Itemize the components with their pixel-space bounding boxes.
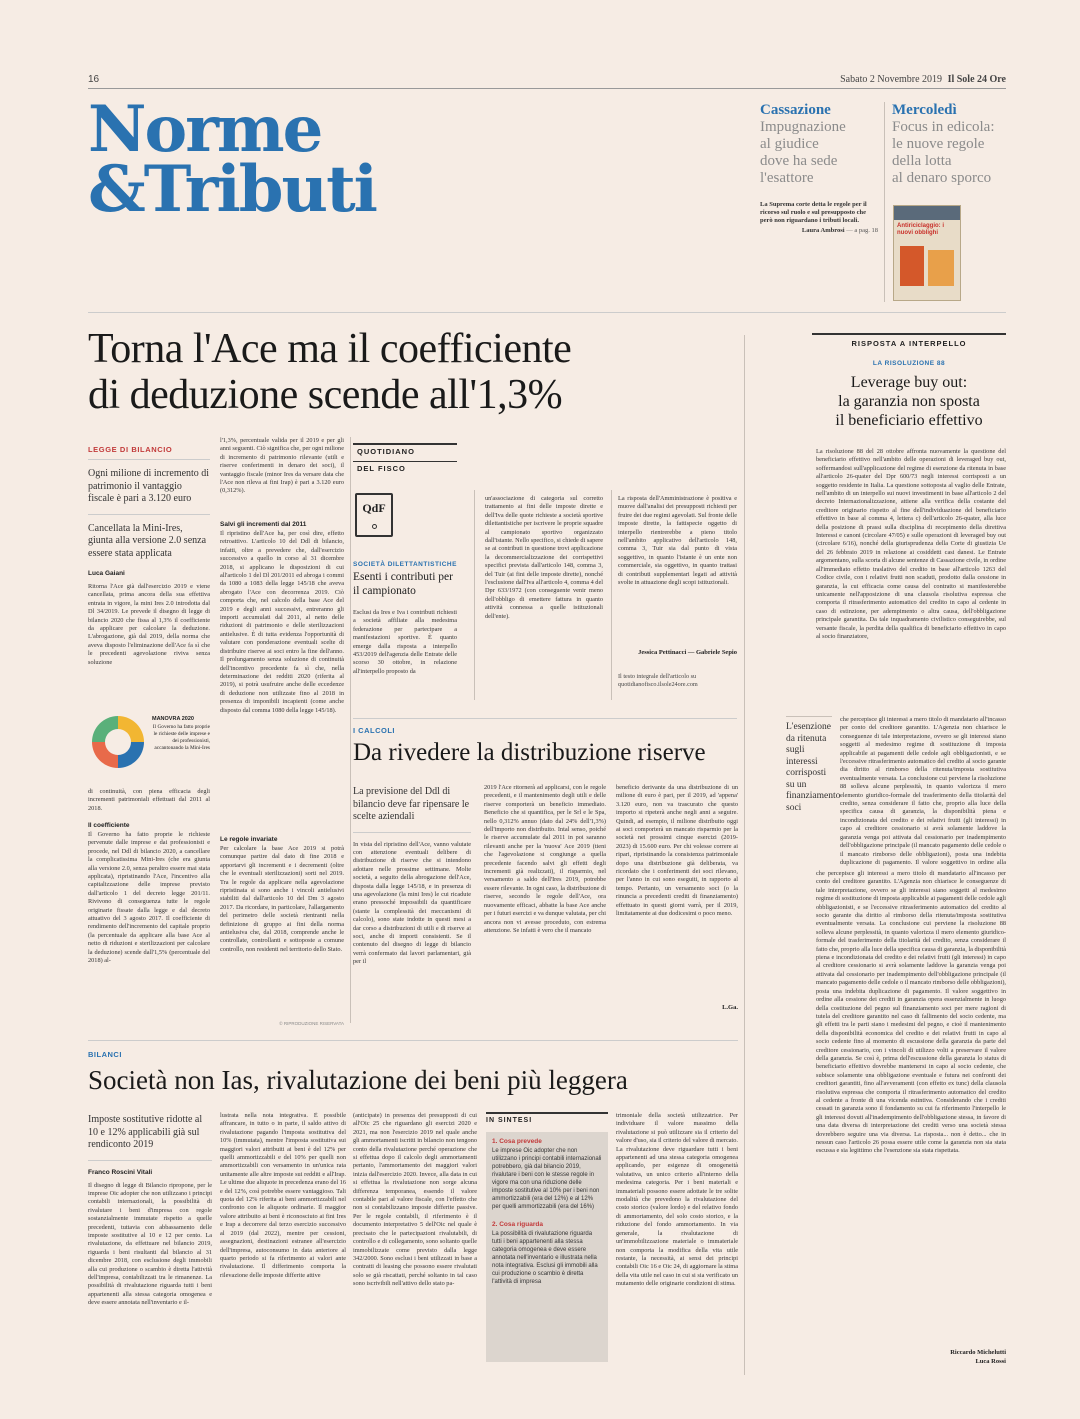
lead-body-1: Ritorna l'Ace già dall'esercizio 2019 e viene cancellata, prima ancora della sua effettiva entrata in vigore, la mini Ires 2.0 introdotta dal Dl 34/2019. Le prevede il disegno di legge di bilancio 2020 che fissa al 1,3% il coefficiente da applicare per calcolare la deduzione. L'abrogazione, già dal 2019, della norma che aveva disposto l'eliminazione dell'Ace fa sì che le precedenti agevolazione riviva senza soluzione	[88, 583, 210, 666]
header-rule	[88, 88, 1006, 89]
qdf-tab-2: DEL FISCO	[353, 461, 457, 474]
promo-mercoledi-sub4: al denaro sporco	[892, 170, 992, 186]
sidebar-header	[812, 360, 1006, 430]
promo-cassazione-author: Laura Ambrosi	[801, 227, 845, 234]
qdf-body-3: La risposta dell'Amministrazione è positiva e muove dall'analisi dei presupposti richiesti per fruire dei due regimi agevolati. Sul fronte delle imposte dirette, la fattispecie oggetto di interpello rientrerebbe a pieno titolo nell'ambito applicativo dell'articolo 148, comma 3, Tuir sia dal punto di vista soggettivo, in quanto l'istante è un ente non commerciale, sia oggettivo, in quanto trattasi di contributi supplementari legati ad attività svolte in attuazione degli scopi istituzionali.	[618, 495, 737, 587]
lead-column-1	[88, 445, 210, 671]
bilanci-summary-2-text: La possibilità di rivalutazione riguarda tutti i beni appartenenti alla stessa categoria omogenea e deve essere annotata nell'inventario e illustrata nella nota integrativa. Esclusi gli immobili alla cui produzione o scambio è diretta l'attività di impresa	[492, 1231, 598, 1285]
top-section-rule	[88, 312, 1006, 313]
qdf-title: Esenti i contributi per il campionato	[353, 571, 453, 597]
bilanci-column-1	[88, 1114, 212, 1368]
header-date: Sabato 2 Novembre 2019	[840, 74, 943, 85]
promo-mercoledi-title: Mercoledì	[892, 102, 957, 118]
promo-divider	[884, 102, 885, 302]
lead-divider	[350, 437, 351, 1023]
promo-cassazione-sub4: l'esattore	[760, 170, 814, 186]
page-number: 16	[88, 74, 100, 85]
calcoli-author: L.Ga.	[722, 1004, 738, 1011]
section-title-line1: Norme	[88, 92, 322, 167]
qdf-tab-1: QUOTIDIANO	[353, 443, 457, 456]
lead-body-6: Per calcolare la base Ace 2019 si potrà comunque partire dal dato di fine 2018 e apportarvi gli incrementi e i decrementi (oltre che le eventuali sterilizzazioni) sorti nel 2019. Tra le regole da applicare nella agevolazione ripristinata si sono anche i vincoli antielusivi stabiliti dal dall'articolo 10 del Dm 3 agosto 2017. Da ricordare, in particolare, l'allargamento del perimetro delle società rientranti nella definizione di gruppo ai fini della norma antielusiva che, dal 2018, comprende anche le controllate, controllanti e sottoposte a comune controllo, non residenti nel territorio dello Stato.	[220, 845, 344, 953]
lead-deck-2: Cancellata la Mini-Ires, giunta alla versione 2.0 senza essere stata applicata	[88, 522, 207, 559]
sidebar-body-1: La risoluzione 88 del 28 ottobre affronta nuovamente la questione del beneficiario effettivo nell'ambito delle operazioni di leveraged buy out, soffermandosi sull'applicazione del regime di esenzione da ritenuta in base all'articolo 26-quater del Dpr 600/73 negli interessi corrisposti a un soggetto residente in Italia. La questione sottoposta al vaglio delle Entrate, nell'ambito di un interpello sui nuovi investimenti in base all'articolo 2 del decreto Internazionalizzazione, attiene alla verifica della costante del creditore originario rispetto al fine dell'individuazione del beneficiario effettivo in base al comma 4, lettera c) dell'articolo 26-quater, alla luce della posizione di prassi sulla disciplina di recepimento della direttiva Interessi e canoni (circolare 47/05) e sulle operazioni di leveraged buy out (circolare 6/16), nonché della giurisprudenza della Corte di giustizia Ue del 26 febbraio 2019 in relazione ai cosiddetti casi danesi. Le Entrate argomentano, sulla scorta di alcune sentenze di Cassazione civile, in ordine all'immediato effetto traslativo del credito in base all'articolo 1263 del Codice civile, con i relativi frutti non scaduti, prodotto dalla cessione in garanzia, la cui efficacia come causa del contratto si manifesterebbe unicamente nell'apposizione di una clausola risolutiva espressa che comporta il ritrasferimento automatico del credito in capo al cedente in caso di estinzione, per adempimento o altra causa, dell'obbligazione principale garantita. Da tale inquadramento civilistico conseguirebbe, sul versante fiscale, la perdita della qualifica di beneficiario effettivo in capo al socio finanziatore,	[816, 448, 1006, 640]
bilanci-rule	[88, 1040, 738, 1041]
promo-cassazione[interactable]: Cassazione Impugnazione al giudice dove ha sede l'esattore La Suprema corte detta le regole per il ricorso sul ruolo e sul presupposto che però non riguardano i tributi locali. Laura Ambrosi — a pag. 18	[760, 102, 878, 234]
calcoli-deck: La previsione del Ddl di bilancio deve far ripensare le scelte aziendali	[353, 786, 470, 822]
bilanci-summary-2-title: 2. Cosa riguarda	[492, 1221, 543, 1228]
lead-body-5: Il ripristino dell'Ace ha, per così dire, effetto retroattivo. L'articolo 10 del Ddl di bilancio, infatti, oltre a prevedere che, dall'esercizio successivo a quello in corso al 31 dicembre 2018, si applicano le disposizioni di cui all'articolo 1 del Dl 201/2011 ed abroga i commi da 1080 a 1083 della legge 145/18 che aveva abrogato l'Ace con decorrenza 2019. Ciò comporta che, nel calcolo della base Ace del 2019 e degli anni successivi, entreranno gli importi accumulati dal 2011, al netto delle riduzioni di patrimonio e delle sterilizzazioni antielusive. È di tutta evidenza l'opportunità di valutare con ponderazione eventuali scelte di distribuire riserve ai soci entro la fine dell'anno. Il prolungamento senza soluzione di continuità dell'incentivo precedente fa sì che, nella determinazione dei redditi 2020 (riferita al 2019), si potrà usufruire anche delle eccedenze di deduzione non utilizzate fino al 2018 in presenza di imponibili incapienti (come anche disposto dal comma 1080 della legge 145/18).	[220, 530, 344, 714]
qdf-divider-2	[611, 490, 612, 700]
qdf-body-1: Esclusi da Ires e Iva i contributi richiesti a società affiliate alla medesima federazione per partecipare a manifestazioni sportive. È quanto emerge dalla risposta a interpello 453/2019 dell'agenzia delle Entrate delle scorso 30 ottobre, in relazione all'interpello proposto da	[353, 609, 457, 675]
lead-headline-line2: di deduzione scende all'1,3%	[88, 372, 563, 418]
qdf-logo-text: QdF	[362, 501, 386, 515]
bilanci-body-2: lustrata nella nota integrativa. È possibile affrancare, in tutto o in parte, il saldo attivo di rivalutazione pagando l'imposta sostitutiva del 10% (immutata), mentre l'imposta sostitutiva sui maggiori valori attribuiti ai beni è del 12% per quelli ammortizzabili e del 10% per quelli non ammortizzabili con versamento in un'unica rata unitamente alle altre imposte sui redditi e all'Irap. Le ultime due aliquote in precedenza erano del 16 e del 12%, così potrebbe essere vantaggioso. Tali quota del 12% riferita ai beni ammortizzabili nel confronto con le aliquote ordinarie. Il maggior valore attribuito ai beni è riconosciuto ai fini Ires e Irap a decorrere dal terzo esercizio successivo al 2019 (dal 2022), mentre per cessioni, assegnazioni, destinazioni estranee all'esercizio dell'impresa, autoconsumo in data anteriore al quarto periodo si fa riferimento ai valori ante rivalutazione. Il differimento comporta la rilevazione delle imposte differite attive	[220, 1112, 346, 1279]
bilanci-kicker: BILANCI	[88, 1050, 122, 1059]
calcoli-body-3: beneficio derivante da una distribuzione di un milione di euro è pari, per il 2019, ad 'appena' 3.120 euro, non va trascurato che questo importo si ripeterà anche negli anni a seguire. Quindi, ad esempio, il milione distribuito oggi ai soci comporterà un mancato risparmio per la società nei prossimi cinque esercizi (2019-2023) di 15.600 euro. Per chi volesse correre ai ripari, ripristinando la consistenza patrimoniale dopo una distribuzione già deliberata, va ricordato che i conferimenti dei soci rilevano, per l'anno in cui sono eseguiti, in rapporto al tempo. Pertanto, un versamento soci (o la rinuncia a precedenti crediti di finanziamento) effettuato in questi giorni varrà, per il 2019, limitatamente ai due dodicesimi o poco meno.	[616, 784, 738, 918]
lead-body-2: di continuità, con piena efficacia degli incrementi patrimoniali effettuati dal 2011 al 2018.	[88, 788, 210, 812]
section-title-line2: &Tributi	[88, 152, 376, 227]
header-dateline	[840, 74, 1006, 85]
qdf-authors: Jessica Pettinacci — Gabriele Sepio	[638, 649, 737, 656]
lead-column-2	[220, 437, 344, 1026]
promo-cover-text: Antiriciclaggio: i nuovi obblighi	[897, 223, 945, 236]
promo-cassazione-sub3: dove ha sede	[760, 153, 838, 169]
calcoli-column-1	[353, 786, 471, 1031]
promo-mercoledi[interactable]	[892, 102, 1012, 187]
promo-cassazione-title: Cassazione	[760, 102, 831, 118]
sidebar-title-line2: la garanzia non sposta	[838, 393, 980, 410]
sidebar-kicker: LA RISOLUZIONE 88	[872, 360, 946, 367]
lead-headline	[88, 326, 571, 418]
promo-mercoledi-sub2: le nuove regole	[892, 136, 985, 152]
promo-cassazione-ref: a pag. 18	[854, 227, 878, 234]
bilanci-summary-1-text: Le imprese Oic adopter che non utilizzano i principi contabili internazionali potrebbero, già dal bilancio 2019, rivalutare i beni con le stesse regole in vigore ma con una riduzione delle imposte sostitutive al 10% per i beni non ammortizzabili (era del 12%) e al 12% per quelli ammortizzabili (era del 16%)	[492, 1148, 602, 1210]
promo-cassazione-summary: La Suprema corte detta le regole per il ricorso sul ruolo e sul presupposto che però non riguardano i tributi locali.	[760, 201, 867, 224]
manovra-text: Il Governo ha fatto proprie le richieste delle imprese e dei professionisti, accantonando la Mini-Ires	[152, 724, 210, 751]
bilanci-body-1: Il disegno di legge di Bilancio ripropone, per le imprese Oic adopter che non utilizzano i principi contabili internazionali, la possibilità di rivalutare i beni d'impresa con regole sostanzialmente immutate rispetto a quelle precedenti, tuttavia con abbassamento delle imposte sostitutive al 10 e 12 per cento. La rivalutazione, da effettuare nel bilancio 2019, riguarda i beni risultanti dal bilancio al 31 dicembre 2018, con esclusione degli immobili alla cui produzione o scambio è diretta l'attività dell'impresa, contabilizzati tra le rimanenze. La possibilità di rivalutazione riguarda tutti i beni appartenenti alla stessa categoria omogenea e deve essere annotata nell'inventario e il-	[88, 1181, 212, 1307]
promo-cassazione-sub1: Impugnazione	[760, 119, 846, 135]
header-newspaper: Il Sole 24 Ore	[947, 74, 1006, 85]
lead-body-4: l'1,3%, percentuale valida per il 2019 e per gli anni seguenti. Ciò significa che, per ogni milione di incremento di patrimonio rilevante (utili e riserve conferimenti in denaro dei soci), il vantaggio fiscale (minor Ires da versare data che l'Ace non rileva ai fini Irap) è pari a 3.120 euro (0,312%).	[220, 437, 344, 495]
lead-author: Luca Gaiani	[88, 570, 125, 577]
sidebar-title-line1: Leverage buy out:	[850, 374, 968, 391]
bilanci-body-3: (anticipate) in presenza dei presupposti di cui all'Oic 25 che riguardano gli esercizi 2020 e 2021, ma non l'esercizio 2019 nel quale anche gli ammortamenti iscritti in bilancio non tengono conto della rivalutazione perché operazione che si effettua dopo il calcolo degli ammortamenti pertanto, l'ammortamento dei maggiori valori inizia dall'esercizio 2020. Invece, alla data in cui si effettua la rivalutazione non sorge alcuna differenza temporanea, essendo il valore contabile pari al valore fiscale, con l'effetto che non si contabilizzano imposte differite passive. Per le regole contabili, il riferimento è il documento interpretativo 5 dell'Oic nel quale è precisato che le partecipazioni rivalutabili, di controllo e di collegamento, sono soltanto quelle immobilizzate come previsto dalla legge 342/2000. Sono esclusi i beni utilizzati in base a contratti di leasing che possono essere rivalutati solo se già riscattati, perché soltanto in tal caso sono iscrivibili nell'attivo dello stato pa-	[353, 1112, 477, 1288]
pull-quote-rule	[786, 716, 832, 717]
qdf-footer[interactable]: Il testo integrale dell'articolo su quotidianofisco.ilsole24ore.com	[618, 673, 698, 688]
calcoli-body-2: 2019 l'Ace ritornerà ad applicarsi, con le regole precedenti, e il mantenimento degli utili e delle riserve comporterà un beneficio immediato. Beneficio che si quantifica, per le Srl e le Spa, nello 0,312% annuo (dato dal 24% dell'1,3%) dell'importo non distribuito. Intal senso, poiché le riserve accumulate dal 2011 in poi saranno rilevanti anche per la 'nuova' Ace 2019 (tieni che l'agevolazione si congiunge a quella precedente facendo salvi gli effetti degli incrementi già realizzati), il risparmio, nel versamento a saldo dell'Ires 2019, potrebbe essere rilevante. In ogni caso, la distribuzione di riserve, secondo le regole dell'Ace, ora nuovamente efficaci, abbatte la base Ace anche per i futuri esercizi e va dunque valutata, per chi ancora non vi avesse proceduto, con estrema attenzione. Se infatti è vero che il mancato	[484, 784, 606, 934]
promo-mercoledi-sub1: Focus in edicola:	[892, 119, 995, 135]
calcoli-body-1: In vista del ripristino dell'Ace, vanno valutate con attenzione eventuali delibere di distribuzione di riserve che si intendono adottare nelle prossime settimane. Molte società, a seguito della abrogazione dell'Ace, disposta dalla legge 145/18, e in presenza di una agevolazione (la mini Ires) le cui ricadute erano pressoché impossibili da quantificare (stante la complessità dei meccanismi di calcolo), sono state indotte in questi mesi a dar corso a distribuzioni di utili e di riserve ai soci, anche di importi consistenti. Se il contenuto del disegno di legge di bilancio verrà confermato dai lavori parlamentari, già per il	[353, 840, 471, 966]
bilanci-summary-1-title: 1. Cosa prevede	[492, 1138, 542, 1145]
sidebar-pull-quote: L'esenzione da ritenuta sugli interessi corrisposti su un finanziamento soci	[786, 722, 841, 813]
bilanci-author: Franco Roscini Vitali	[88, 1168, 153, 1176]
bilanci-headline: Società non Ias, rivalutazione dei beni più leggera	[88, 1065, 628, 1095]
sidebar-author-2: Luca Rossi	[975, 1358, 1006, 1365]
sidebar-body-2b: che percepisce gli interessi a mero titolo di mandatario all'incasso per conto del creditore garantito. L'Agenzia non chiarisce le conseguenze di tale interpretazione, ovvero se gli interessi siano soggetti al medesimo regime di sostituzione di imposta applicabile ai pagamenti delle cedole agli obbligazionisti, e se l'eccessive ritrasferimento automatico del credito al socio garante dia diritto al rimborso della ritenuta/imposta sostitutiva eventualmente versata. La conclusione cui perviene la risoluzione 88 solleva alcune perplessità, in quanto valorizza il mero elemento giuridico-formale del trasferimento della titolarità del credito, senza considerare il fatto che, proprio alla luce della specifica causa di garanzia, la disponibilità piena e incondizionata del credito e dei relativi frutti (gli interessi) in capo al creditore cessionario si avrà solamente laddove la garanzia venga poi attivata dal cessionario per inadempimento dell'obbligazione principale (il mancato pagamento delle cedole o il mancato rimborso delle obbligazioni), posta una indebita duplicazione di pagamento. Il valore soggettivo in ordine alla cessione dei crediti in garanzia opera essenzialmente in luogo della costituzione del pegno sul finanziamento soci per mere ragioni di tutela del creditore garantito nel caso di fallimento del socio cedente, ma gli effetti tra le parti siano i medesimi del pegno, e cioè il mantenimento della disponibilità economica del credito e dei relativi frutti in capo al socio cedente fino al momento di escussione della garanzia da parte del creditore cessionario, con i vincoli di utilizzo volti a preservare il valore della garanzia. Se così è, prima dell'escussione della garanzia lo status di beneficiario effettivo dovrebbe mantenersi in capo al socio cedente, che subisce solamente una obbligazione eventuale e futura nei confronti dei creditori garantiti, fino all'avveramenti (con effetto ex tunc) della clausola risolutiva espressa che comporta il ritrasferimento automatico del credito al cedente a fronte di una vicenda estintiva. Considerando che i crediti cessati in garanzia sono il fondamento su cui fa riferimento l'interpello le gli interessi dovuti all'inadempimento dell'obbligazione stessa, in favore di una data diversa di interpretazione dei crediti verso una società stessa dovrebbero seguire una via diversa. La risposta... non è detto... che in nessun caso l'articolo 26 possa essere utile come la garanzia non sia stata escussa e sia legittimo che l'esenzione sia stata rispettata.	[816, 870, 1006, 1155]
lead-body-3: Il Governo ha fatto proprie le richieste pervenute dalle imprese e dai professionisti e procede, nel Ddl di bilancio 2020, a cancellare la complicatissima Mini-Ires (che era giunta alla versione 2.0, senza peraltro essere mai stata applicata), ripristinando l'Ace, l'incentivo alla capitalizzazione delle imprese previsto dall'articolo 1 del decreto legge 201/11. Rivivono di conseguenza tutte le regole originarie fissate dalla legge e dal decreto attuativo del 3 agosto 2017. Il coefficiente di rendimento dell'incremento del capitale proprio (la percentuale da applicare alla base Ace al netto di riduzioni e sterilizzazioni per calcolare la deduzione) scende dall'1,5% (percentuale del 2018) al-	[88, 831, 210, 965]
lead-headline-line1: Torna l'Ace ma il coefficiente	[88, 326, 572, 372]
bilanci-body-4: trimoniale della società utilizzatrice. Per individuare il valore massimo della rivalutazione si può utilizzare sia il criterio del valore d'uso, sia il criterio del valore di mercato. La rivalutazione deve riguardare tutti i beni appartenenti ad una stessa categoria omogenea applicando, per esigenze di omogeneità valutativa, un unico criterio all'interno della medesima categoria. Per i beni materiali e immateriali possono essere adottate le tre solite modalità che prevedono la rivalutazione del costo storico (valore lordo) e del relativo fondo di ammortamento, del solo costo storico, e la riduzione del fondo ammortamento. In via generale, la rivalutazione di un'immobilizzazione materiale o immateriale non comporta la modifica della vita utile restante, la necessità, ai sensi dei principi contabili Oic 16 e Oic 24, di aggiornare la stima della vita utile nel caso in cui si sia verificato un mutamento delle originarie condizioni di stima.	[616, 1112, 738, 1288]
calcoli-kicker: I CALCOLI	[353, 726, 395, 735]
sidebar-title-line3: il beneficiario effettivo	[835, 412, 983, 429]
qdf-box	[353, 443, 737, 703]
lead-deck-1: Ogni milione di incremento di patrimonio il vantaggio fiscale è pari a 3.120 euro	[88, 468, 210, 504]
qdf-logo-icon	[355, 493, 393, 537]
lead-sub-incrementi: Salvi gli incrementi dal 2011	[220, 521, 307, 528]
qdf-divider-1	[474, 490, 475, 700]
sidebar-label-box	[812, 333, 1006, 348]
sidebar-body-2a: che percepisce gli interessi a mero titolo di mandatario all'incasso per conto del creditore garantito. L'Agenzia non chiarisce le conseguenze di tale interpretazione, ovvero se gli interessi siano soggetti al medesimo regime di sostituzione di imposta applicabile ai pagamenti delle cedole agli obbligazionisti, e se l'eccessive ritrasferimento automatico del credito al socio garante dia diritto al rimborso della ritenuta/imposta sostitutiva eventualmente versata. La conclusione cui perviene la risoluzione 88 solleva alcune perplessità, in quanto valorizza il mero elemento giuridico-formale del trasferimento della titolarità del credito, senza considerare il fatto che, proprio alla luce della specifica causa di garanzia, la disponibilità piena e incondizionata del credito e dei relativi frutti (gli interessi) in capo al creditore cessionario si avrà solamente laddove la garanzia venga poi attivata dal cessionario per inadempimento dell'obbligazione principale (il mancato pagamento delle cedole o il mancato rimborso delle obbligazioni), posta una indebita duplicazione di pagamento. Il valore soggettivo in ordine alla	[840, 716, 1006, 866]
lead-column-1-bottom	[88, 788, 210, 1013]
qdf-kicker: SOCIETÀ DILETTANTISTICHE	[353, 561, 457, 568]
manovra-logo-icon	[92, 716, 144, 768]
manovra-label: MANOVRA 2020	[152, 716, 194, 722]
calcoli-headline: Da rivedere la distribuzione riserve	[353, 739, 706, 766]
sidebar-authors	[816, 1348, 1006, 1366]
promo-cover-image[interactable]	[893, 205, 961, 301]
sidebar-label: RISPOSTA A INTERPELLO	[851, 339, 967, 348]
lead-footer-rights: © RIPRODUZIONE RISERVATA	[279, 1021, 344, 1026]
bilanci-summary-box	[486, 1112, 608, 1372]
calcoli-rule	[353, 718, 737, 719]
bilanci-deck: Imposte sostitutive ridotte al 10 e 12% applicabili già sul rendiconto 2019	[88, 1114, 203, 1150]
qdf-body-2: un'associazione di categoria sul corretto trattamento ai fini delle imposte dirette e dell'Iva delle quote richieste a società sportive dilettantistiche per iscrivere le proprie squadre al campionato sportivo organizzato dall'istante. Nello specifico, si chiede di sapere se ai contributi in questione trovi applicazione la decommercializzazione dei corrispettivi specifici prevista dall'articolo 148, comma 3, del Tuir (ai fini delle imposte dirette), nonché l'esclusione dall'Iva all'articolo 4, comma 4 del Dpr 633/1972 (con conseguente venir meno dell'obbligo di emettere fattura in quanto attività connessa a quelle istituzionali dell'ente).	[485, 495, 603, 620]
manovra-box	[88, 712, 210, 778]
lead-sub-coefficiente: Il coefficiente	[88, 822, 130, 829]
lead-sub-regole: Le regole invariate	[220, 836, 278, 843]
sidebar-divider	[744, 335, 745, 1375]
sidebar-author-1: Riccardo Michelutti	[950, 1349, 1006, 1356]
sidebar-title	[812, 373, 1006, 430]
calcoli-column-3	[616, 784, 738, 1011]
lead-kicker: LEGGE DI BILANCIO	[88, 445, 173, 454]
promo-mercoledi-sub3: della lotta	[892, 153, 952, 169]
bilanci-summary-title: IN SINTESI	[486, 1112, 608, 1124]
promo-cassazione-sub2: al giudice	[760, 136, 819, 152]
